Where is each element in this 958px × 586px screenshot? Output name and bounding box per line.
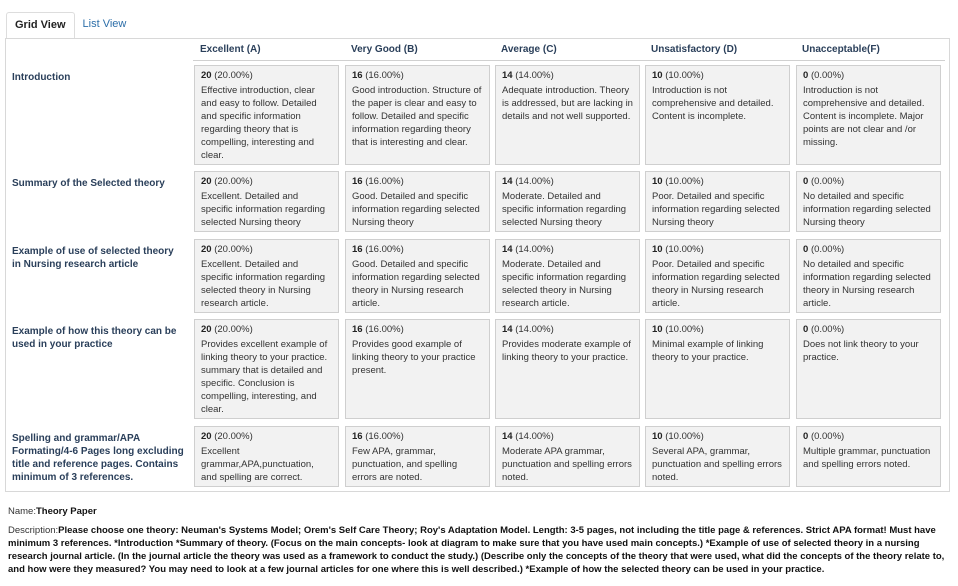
cell-points: 10 bbox=[652, 70, 663, 81]
cell-description: Provides moderate example of linking theory to your practice. bbox=[502, 339, 631, 363]
cell-percent: (16.00%) bbox=[365, 431, 404, 442]
cell-percent: (10.00%) bbox=[665, 176, 704, 187]
level-header-excellent: Excellent (A) bbox=[200, 44, 261, 55]
cell-points: 16 bbox=[352, 324, 363, 335]
cell-description: Few APA, grammar, punctuation, and spelling errors are noted. bbox=[352, 446, 458, 483]
cell-description: Multiple grammar, punctuation and spelling errors noted. bbox=[803, 446, 931, 470]
cell-description: Poor. Detailed and specific information regarding selected theory in Nursing research article. bbox=[652, 259, 780, 309]
cell-description: Provides excellent example of linking theory to your practice. summary that is detailed and specific. Conclusion is compelling, interesting, and clear. bbox=[201, 339, 328, 415]
tab-list-view[interactable]: List View bbox=[82, 18, 127, 30]
cell-points: 0 bbox=[803, 70, 809, 81]
cell-points: 20 bbox=[201, 324, 212, 335]
cell-description: Good. Detailed and specific information regarding selected theory in Nursing research article. bbox=[352, 259, 480, 309]
cell-percent: (16.00%) bbox=[365, 324, 404, 335]
cell-percent: (16.00%) bbox=[365, 70, 404, 81]
cell-points: 14 bbox=[502, 324, 513, 335]
cell-points: 10 bbox=[652, 176, 663, 187]
rubric-description bbox=[8, 524, 950, 576]
cell-points: 0 bbox=[803, 176, 809, 187]
rubric-cell bbox=[495, 171, 640, 232]
criterion-example-research: Example of use of selected theory in Nursing research article bbox=[12, 246, 174, 270]
criterion-summary: Summary of the Selected theory bbox=[12, 178, 165, 189]
criterion-introduction: Introduction bbox=[12, 72, 71, 83]
rubric-cell bbox=[796, 239, 941, 313]
cell-percent: (14.00%) bbox=[515, 244, 554, 255]
cell-percent: (16.00%) bbox=[365, 176, 404, 187]
level-header-unacceptable: Unacceptable(F) bbox=[802, 44, 880, 55]
cell-percent: (10.00%) bbox=[665, 324, 704, 335]
rubric-cell bbox=[345, 426, 490, 487]
cell-description: Does not link theory to your practice. bbox=[803, 339, 919, 363]
header-divider bbox=[193, 60, 945, 61]
cell-description: Excellent. Detailed and specific information regarding selected theory in Nursing research article. bbox=[201, 259, 326, 309]
cell-points: 0 bbox=[803, 244, 809, 255]
rubric-cell bbox=[194, 171, 339, 232]
cell-percent: (10.00%) bbox=[665, 70, 704, 81]
name-value: Theory Paper bbox=[35, 506, 97, 517]
cell-points: 0 bbox=[803, 324, 809, 335]
description-value: Please choose one theory: Neuman's Systems Model; Orem's Self Care Theory; Roy's Adaptation Model. Length: 3-5 pages, not including the title page & references. Strict APA format! Must have minimum 3 references. *Introduction *Summary of theory. (Focus on the main concepts- look at diagram to make sure that you have used main concepts.) *Example of use of selected theory in a nursing research journal article. (In the journal article the theory was used as a framework to conduct the study.) (Describe only the concepts of the theory that were used, what did the concepts of the theory relate to, and how were they measured? You may need to look at a few journal articles for one where this is well described.) *Example of how the selected theory can be used in your practice. bbox=[8, 525, 945, 575]
rubric-cell bbox=[645, 65, 790, 165]
cell-description: Moderate. Detailed and specific information regarding selected Nursing theory bbox=[502, 191, 627, 228]
cell-description: No detailed and specific information regarding selected Nursing theory bbox=[803, 191, 931, 228]
description-label: Description: bbox=[8, 525, 59, 536]
cell-percent: (14.00%) bbox=[515, 431, 554, 442]
cell-percent: (20.00%) bbox=[214, 324, 253, 335]
cell-percent: (20.00%) bbox=[214, 431, 253, 442]
cell-description: Moderate APA grammar, punctuation and spelling errors noted. bbox=[502, 446, 632, 483]
cell-points: 16 bbox=[352, 431, 363, 442]
cell-points: 16 bbox=[352, 244, 363, 255]
cell-percent: (0.00%) bbox=[810, 431, 845, 442]
level-header-average: Average (C) bbox=[501, 44, 557, 55]
rubric-cell bbox=[194, 319, 339, 419]
cell-description: Minimal example of linking theory to your practice. bbox=[652, 339, 764, 363]
rubric-cell bbox=[796, 171, 941, 232]
cell-description: Provides good example of linking theory to your practice present. bbox=[352, 339, 476, 376]
rubric-cell bbox=[796, 319, 941, 419]
rubric-cell bbox=[645, 171, 790, 232]
cell-points: 10 bbox=[652, 244, 663, 255]
cell-percent: (10.00%) bbox=[665, 431, 704, 442]
cell-percent: (0.00%) bbox=[810, 176, 845, 187]
tab-grid-view[interactable]: Grid View bbox=[6, 12, 75, 40]
cell-percent: (20.00%) bbox=[214, 70, 253, 81]
cell-description: No detailed and specific information regarding selected theory in Nursing research article. bbox=[803, 259, 931, 309]
cell-points: 0 bbox=[803, 431, 809, 442]
cell-percent: (14.00%) bbox=[515, 176, 554, 187]
cell-percent: (0.00%) bbox=[810, 324, 845, 335]
cell-points: 10 bbox=[652, 324, 663, 335]
rubric-cell bbox=[495, 319, 640, 419]
cell-description: Poor. Detailed and specific information regarding selected Nursing theory bbox=[652, 191, 780, 228]
rubric-cell bbox=[796, 65, 941, 165]
rubric-cell bbox=[495, 65, 640, 165]
rubric-cell bbox=[345, 239, 490, 313]
cell-percent: (14.00%) bbox=[515, 70, 554, 81]
rubric-cell bbox=[345, 319, 490, 419]
cell-description: Good. Detailed and specific information regarding selected Nursing theory bbox=[352, 191, 480, 228]
criterion-spelling-grammar: Spelling and grammar/APA Formating/4-6 Pages long excluding title and reference pages. Contains minimum of 3 references. bbox=[12, 433, 184, 483]
cell-percent: (10.00%) bbox=[665, 244, 704, 255]
rubric-cell bbox=[645, 319, 790, 419]
cell-description: Moderate. Detailed and specific information regarding selected theory in Nursing research article. bbox=[502, 259, 627, 309]
cell-points: 16 bbox=[352, 70, 363, 81]
cell-description: Good introduction. Structure of the paper is clear and easy to follow. Detailed and specific information regarding theory that is interesting and clear. bbox=[352, 85, 482, 148]
rubric-cell bbox=[645, 239, 790, 313]
cell-percent: (20.00%) bbox=[214, 176, 253, 187]
cell-percent: (20.00%) bbox=[214, 244, 253, 255]
cell-percent: (0.00%) bbox=[810, 70, 845, 81]
cell-description: Excellent. Detailed and specific information regarding selected Nursing theory bbox=[201, 191, 326, 228]
cell-points: 14 bbox=[502, 431, 513, 442]
cell-points: 14 bbox=[502, 176, 513, 187]
cell-description: Several APA, grammar, punctuation and spelling errors noted. bbox=[652, 446, 782, 483]
cell-description: Effective introduction, clear and easy to follow. Detailed and specific information regarding theory that is compelling, interesting and clear. bbox=[201, 85, 317, 161]
cell-points: 10 bbox=[652, 431, 663, 442]
cell-points: 16 bbox=[352, 176, 363, 187]
cell-points: 14 bbox=[502, 70, 513, 81]
cell-description: Adequate introduction. Theory is addressed, but are lacking in details and not well supported. bbox=[502, 85, 633, 122]
rubric-cell bbox=[495, 239, 640, 313]
level-header-unsatisfactory: Unsatisfactory (D) bbox=[651, 44, 738, 55]
rubric-cell bbox=[194, 239, 339, 313]
cell-percent: (16.00%) bbox=[365, 244, 404, 255]
rubric-cell bbox=[645, 426, 790, 487]
cell-points: 20 bbox=[201, 176, 212, 187]
rubric-cell bbox=[194, 426, 339, 487]
cell-description: Excellent grammar,APA,punctuation, and spelling are correct. bbox=[201, 446, 314, 483]
criterion-example-practice: Example of how this theory can be used in your practice bbox=[12, 326, 177, 350]
rubric-name bbox=[8, 505, 97, 518]
level-header-very-good: Very Good (B) bbox=[351, 44, 418, 55]
rubric-cell bbox=[345, 171, 490, 232]
cell-points: 14 bbox=[502, 244, 513, 255]
cell-percent: (14.00%) bbox=[515, 324, 554, 335]
cell-description: Introduction is not comprehensive and detailed. Content is incomplete. bbox=[652, 85, 774, 122]
rubric-cell bbox=[796, 426, 941, 487]
view-tabs bbox=[6, 12, 134, 38]
cell-points: 20 bbox=[201, 431, 212, 442]
cell-points: 20 bbox=[201, 244, 212, 255]
name-label: Name: bbox=[8, 506, 36, 517]
rubric-cell bbox=[345, 65, 490, 165]
cell-percent: (0.00%) bbox=[810, 244, 845, 255]
cell-points: 20 bbox=[201, 70, 212, 81]
cell-description: Introduction is not comprehensive and detailed. Content is incomplete. Major points are not clear and /or missing. bbox=[803, 85, 925, 148]
rubric-cell bbox=[495, 426, 640, 487]
rubric-cell bbox=[194, 65, 339, 165]
